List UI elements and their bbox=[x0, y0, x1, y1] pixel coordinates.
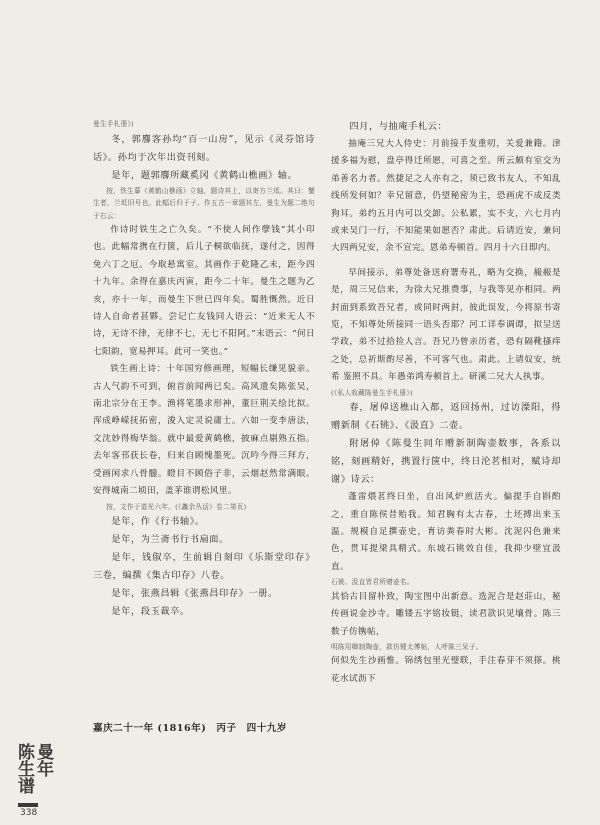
annotation-note: 明陈用卿制陶壶，款仿锺太傅帖，人呼陈三呆子。 bbox=[331, 642, 483, 651]
quoted-paragraph: 蓬雷煨茗终日坐，自出风炉煎活火。偏提手自斟酌之，重自陈侯昔贻我。知君胸有太古春，土坯搏出来玉温。规模自足撰壶史，育访粪春时大彬。沈泥闪色兼来色，贯耳提梁具精式。东坡石铫效自佳，我抑少壁宜汲直。 bbox=[331, 492, 561, 572]
side-calligraphy-mark: 陈曼生年谱 bbox=[18, 743, 56, 797]
body-paragraph: 是年，段玉裁卒。 bbox=[111, 606, 190, 617]
quoted-paragraph: 何似先生沙画惟。锦绣包里光璧联，手注春芽不须搽。桃花水试沥下 bbox=[331, 656, 561, 684]
body-paragraph: 是年，张燕昌辑《张燕昌印存》一册。 bbox=[111, 588, 278, 599]
body-paragraph: 春，屠倬送樵山入都，返回扬州，过访溧阳，得赠新制《石铫》、《汲直》二壶。 bbox=[331, 402, 561, 432]
body-paragraph: 冬，郭麐客孙均“百一山房”，见示《灵芬馆诗话》。孙均于次年出资刊刻。 bbox=[93, 133, 315, 163]
annotation-note: (《私人收藏陈曼生手札册》) bbox=[331, 388, 413, 397]
body-paragraph: 附屠倬《陈曼生同年赠新制陶壶数事，各系以铭，刻画精好，携置行箧中，终日沦茗相对，赋诗却谢》诗云： bbox=[331, 438, 561, 486]
body-paragraph: 四月，与抽庵手札云： bbox=[349, 121, 448, 132]
quoted-paragraph: 早间接示，弟尊处备送府署寿礼，略为交换，赧赧是是，周三兄信来，为徐大兄推费事，与我等见亦相同。两封面到系致吾兄者，或同时两封，彼此误发，今将原书寄览，不知尊处所接同一语头否耶？河工详奉调谭，拟呈送学政，弟不过拾捡人言。吾兄乃曾亲历者，恐有隔靴搔痒之处，总祈斯酌尽善，不可客气也。肃此。上请奴安，统希 鉴照不具。年愚弟鸿寿顿首上。研溪二兄大人执事。 bbox=[331, 267, 561, 383]
left-column bbox=[93, 118, 315, 621]
annotation-note: 按，铁生摹《黄鹤山樵画》立轴，题诗其上，以寄方兰坻。其曰：蟹生者，兰坻旧号也。此幅后归于子。作五古一章题其左，曼生为题二绝句于右云： bbox=[93, 186, 315, 220]
right-column bbox=[331, 118, 561, 688]
body-paragraph: 是年，钱俶卒，生前辑自刻印《乐斯堂印存》三卷，编撰《集古印存》八卷。 bbox=[93, 552, 315, 581]
side-mark-bar bbox=[18, 803, 38, 807]
body-paragraph: 是年，题郭麐所藏奚冈《黄鹤山樵画》轴。 bbox=[111, 169, 298, 181]
quoted-paragraph: 铁生画上诗：十年国穷修画理，短幅长缣见貌亲。古人气韵不可到，俯首前闻两已矣。高风遗矣陈张吴，南北宗分在王李。渔将笔墨求形神，董巨荆关绘比拟。浑成峥嵘抚拓密，浚入定灵说庸士。六如一变李唐法，文沈妙得梅华翁。就中最爱黄鹤樵，披麻点剔熟五指。去年客邗获长卷，归来自顾愧墨死。沉吟今得三拜方，受画闲求八骨髓。瞪目不顾俗子非，云烟赵然常满眼。安得城南二顷田，盖茅谁谓松风里。 bbox=[93, 364, 315, 497]
quoted-paragraph: 抽庵三兄大人侍史：月前接手发重叨，关爱兼籍。津援多福为慰，盘亭得迁所愿，可喜之至。所云颇有室交为弟善名力者。然捷足之人亦有之，须已致书友人，不知乱线所发何如？幸兄留意，仍望秘密为主，恐画虎不成反类狗耳。弟约五月内可以交卸。公私累，实不支，六七月内或来吴门一行，不知能果如愿否？肃此。后请近安，兼问大四两兄安，余不宣完。恩弟寿顿首。四月十六日即内。 bbox=[331, 139, 561, 254]
paragraph-spacer bbox=[331, 258, 561, 265]
annotation-note: 石铫、汲直皆君所赠壶名。 bbox=[331, 578, 414, 587]
page-number: 338 bbox=[20, 808, 38, 818]
annotation-note: 曼生手札册》) bbox=[93, 120, 134, 128]
quoted-paragraph: 其恰古目留朴致，陶宝图中出新意。选泥合是赵莊山，秘传画说金沙寺。雕镂五字铭妆铤，读君款识见壤骨。陈三数子仿镌帖， bbox=[331, 591, 561, 637]
year-heading: 嘉庆二十一年 (1816年) 丙子 四十九岁 bbox=[93, 723, 288, 734]
annotation-note: 按，文作于道光六年。(《蠡余丛话》卷二第页) bbox=[106, 502, 247, 511]
body-paragraph: 是年，为兰斋书行书扇面。 bbox=[111, 534, 229, 545]
quoted-paragraph: 作诗时铁生之亡久矣。“不使人间作孽钱”其小印也。此幅常携在行箧，后儿子桐欲临抚，遂付之，因得免六丁之厄。今取悬寓室。其画作于乾隆乙未，距今四十九年。余得在嘉庆丙寅，距今二十年。曼生之题为乙亥，亦十一年，而曼生下世已四年矣。蜀胜慨然。近日诗人自命者甚夥。尝记亡友钱同人语云：“近来无人不诗，无诗不律，无律不七，无七不阳阿。”末语云：“何日七阳韵，宽易押耳。此可一笑也。” bbox=[93, 225, 315, 357]
body-paragraph: 是年，作《行书轴》。 bbox=[111, 516, 205, 527]
